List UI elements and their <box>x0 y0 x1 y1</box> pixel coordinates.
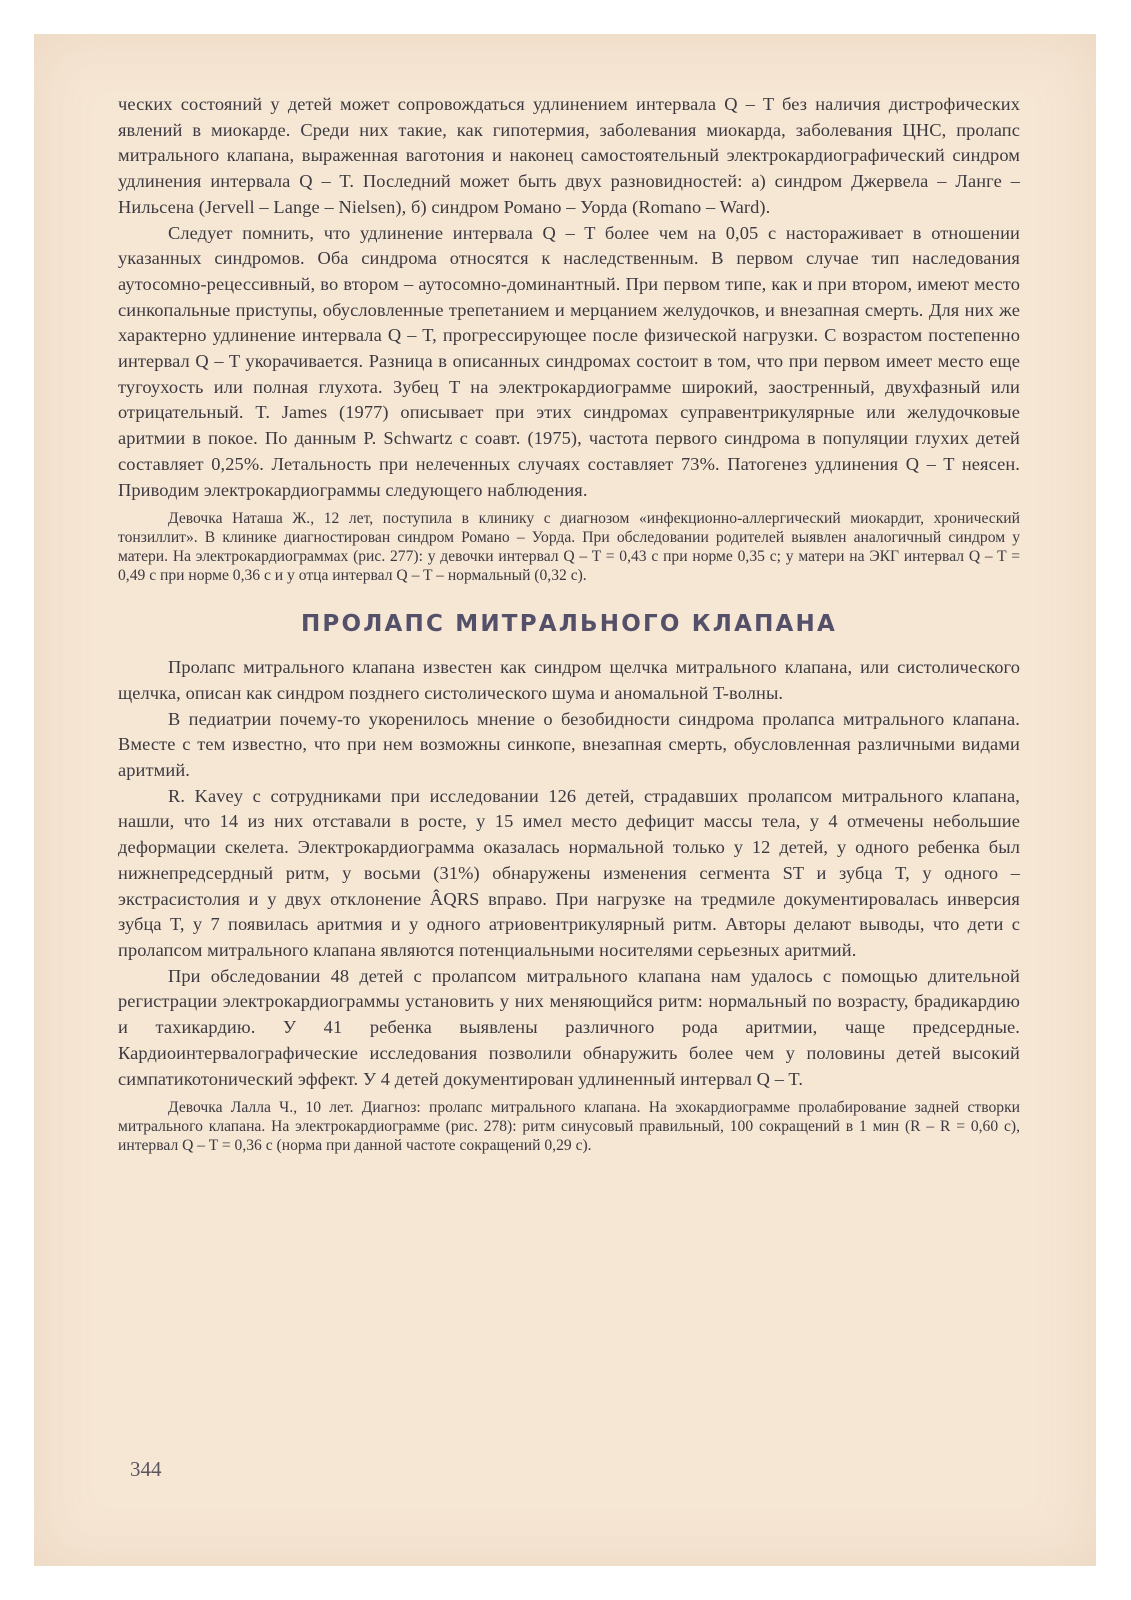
case-note-natasha: Девочка Наташа Ж., 12 лет, поступила в клинику с диагнозом «инфекционно-аллергический миокардит, хронический тонзиллит». В клинике диагностирован синдром Романо – Уорда. При обследовании родителей выявлен аналогичный синдром у матери. На электрокардиограммах (рис. 277): у девочки интервал Q – T = 0,43 с при норме 0,35 с; у матери на ЭКГ интервал Q – T = 0,49 с при норме 0,36 с и у отца интервал Q – T – нормальный (0,32 с). <box>118 510 1020 585</box>
paragraph-mvp-pediatrics: В педиатрии почему-то укоренилось мнение о безобидности синдрома пролапса митрального клапана. Вместе с тем известно, что при нем возможны синкопе, внезапная смерть, обусловленная различными видами аритмий. <box>118 708 1020 781</box>
paragraph-mvp-definition: Пролапс митрального клапана известен как синдром щелчка митрального клапана, или систолического щелчка, описан как синдром позднего систолического шума и аномальной T-волны. <box>118 657 1020 703</box>
section-heading: ПРОЛАПС МИТРАЛЬНОГО КЛАПАНА <box>300 611 838 638</box>
paragraph-long-qt-syndromes: Следует помнить, что удлинение интервала Q – T более чем на 0,05 с настораживает в отношении указанных синдромов. Оба синдрома относятся к наследственным. В первом случае тип наследования аутосомно-рецессивный, во втором – аутосомно-доминантный. При первом типе, как и при втором, имеют место синкопальные приступы, обусловленные трепетанием и мерцанием желудочков, и внезапная смерть. Для них же характерно удлинение интервала Q – T, прогрессирующее после физической нагрузки. С возрастом постепенно интервал Q – T укорачивается. Разница в описанных синдромах состоит в том, что при первом имеет место еще тугоухость или полная глухота. Зубец T на электрокардиограмме широкий, заостренный, двухфазный или отрицательный. T. James (1977) описывает при этих синдромах суправентрикулярные или желудочковые аритмии в покое. По данным P. Schwartz с соавт. (1975), частота первого синдрома в популяции глухих детей составляет 0,25%. Летальность при нелеченных случаях составляет 73%. Патогенез удлинения Q – T неясен. Приводим электрокардиограммы следующего наблюдения. <box>118 222 1020 500</box>
case-note-lalla: Девочка Лалла Ч., 10 лет. Диагноз: пролапс митрального клапана. На эхокардиограмме пролабирование задней створки митрального клапана. На электрокардиограмме (рис. 278): ритм синусовый правильный, 100 сокращений в 1 мин (R – R = 0,60 с), интервал Q – T = 0,36 с (норма при данной частоте сокращений 0,29 с). <box>118 1099 1020 1155</box>
paragraph-own-study: При обследовании 48 детей с пролапсом митрального клапана нам удалось с помощью длительной регистрации электрокардиограммы установить у них меняющийся ритм: нормальный по возрасту, брадикардию и тахикардию. У 41 ребенка выявлены различного рода аритмии, чаще предсердные. Кардиоинтервалографические исследования позволили обнаружить более чем у половины детей высокий симпатикотонический эффект. У 4 детей документирован удлиненный интервал Q – T. <box>118 965 1020 1089</box>
page-body <box>118 92 1020 1155</box>
paragraph-continuation: ческих состояний у детей может сопровождаться удлинением интервала Q – T без наличия дистрофических явлений в миокарде. Среди них такие, как гипотермия, заболевания миокарда, заболевания ЦНС, пролапс митрального клапана, выраженная ваготония и наконец самостоятельный электрокардиографический синдром удлинения интервала Q – T. Последний может быть двух разновидностей: а) синдром Джервела – Ланге – Нильсена (Jervell – Lange – Nielsen), б) синдром Романо – Уорда (Romano – Ward). <box>118 94 1020 217</box>
page-number: 344 <box>130 1457 162 1481</box>
paragraph-kavey-study: R. Kavey с сотрудниками при исследовании 126 детей, страдавших пролапсом митрального клапана, нашли, что 14 из них отставали в росте, у 15 имел место дефицит массы тела, у 4 отмечены небольшие деформации скелета. Электрокардиограмма оказалась нормальной только у 12 детей, у одного ребенка был нижнепредсердный ритм, у восьми (31%) обнаружены изменения сегмента ST и зубца T, у одного – экстрасистолия и у двух отклонение ÂQRS вправо. При нагрузке на тредмиле документировалась инверсия зубца T, у 7 появилась аритмия и у одного атриовентрикулярный ритм. Авторы делают выводы, что дети с пролапсом митрального клапана являются потенциальными носителями серьезных аритмий. <box>118 785 1020 960</box>
